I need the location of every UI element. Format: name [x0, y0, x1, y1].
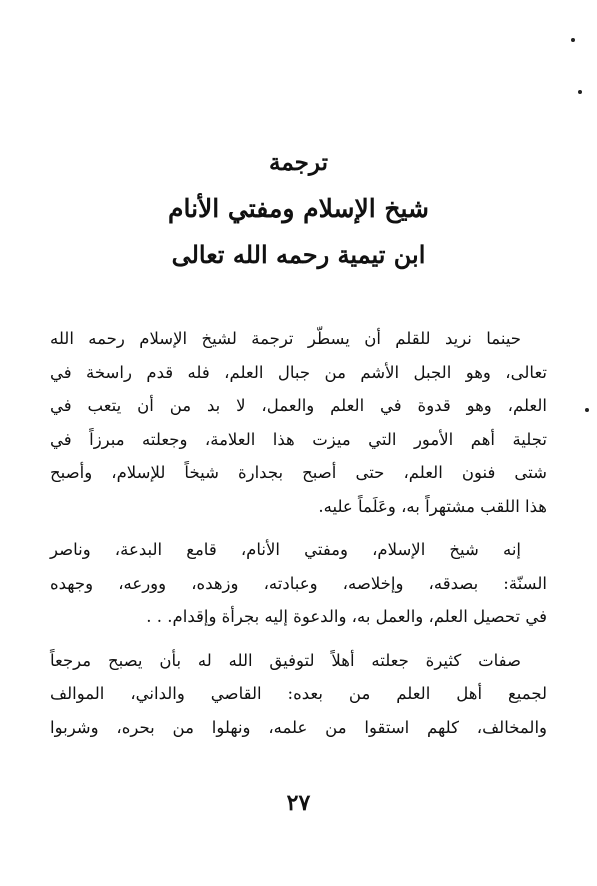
- heading-title: ترجمة: [269, 149, 328, 176]
- heading-name: ابن تيمية رحمه الله تعالى: [171, 240, 426, 269]
- text-line: إنه شيخ الإسلام، ومفتي الأنام، قامع البدعة، وناصر: [50, 540, 521, 559]
- page-number: ٢٧: [286, 790, 311, 816]
- chapter-heading: [60, 140, 537, 278]
- text-line: تعالى، وهو الجبل الأشم من جبال العلم، فله قدم راسخة في: [50, 362, 547, 382]
- paragraph: [50, 322, 547, 523]
- scan-speck: [571, 38, 575, 42]
- text-line: السنّة: بصدقه، وإخلاصه، وعبادته، وزهده، وورعه، وجهده: [50, 573, 547, 593]
- text-line: شتى فنون العلم، حتى أصبح بجدارة شيخاً للإسلام، وأصبح: [50, 463, 547, 482]
- scan-speck: [578, 90, 582, 94]
- heading-subject: شيخ الإسلام ومفتي الأنام: [167, 194, 430, 223]
- paragraph: [50, 533, 547, 634]
- text-line: هذا اللقب مشتهراً به، وعَلَماً عليه.: [318, 496, 547, 516]
- body-text: [50, 322, 547, 744]
- scan-speck: [585, 408, 589, 412]
- text-line: صفات كثيرة جعلته أهلاً لتوفيق الله له بأن يصبح مرجعاً: [50, 650, 521, 670]
- text-line: تجلية أهم الأمور التي ميزت هذا العلامة، وجعلته مبرزاً في: [50, 429, 547, 449]
- paragraph: [50, 644, 547, 745]
- text-line: لجميع أهل العلم من بعده: القاصي والداني، الموالف: [50, 684, 547, 703]
- text-line: العلم، وهو قدوة في العلم والعمل، لا بد من أن يتعب في: [50, 396, 547, 415]
- text-line: والمخالف، كلهم استقوا من علمه، ونهلوا من بحره، وشربوا: [50, 717, 547, 737]
- text-line: حينما نريد للقلم أن يسطّر ترجمة لشيخ الإسلام رحمه الله: [50, 329, 521, 348]
- text-line: في تحصيل العلم، والعمل به، والدعوة إليه بجرأة وإقدام. . .: [146, 607, 547, 626]
